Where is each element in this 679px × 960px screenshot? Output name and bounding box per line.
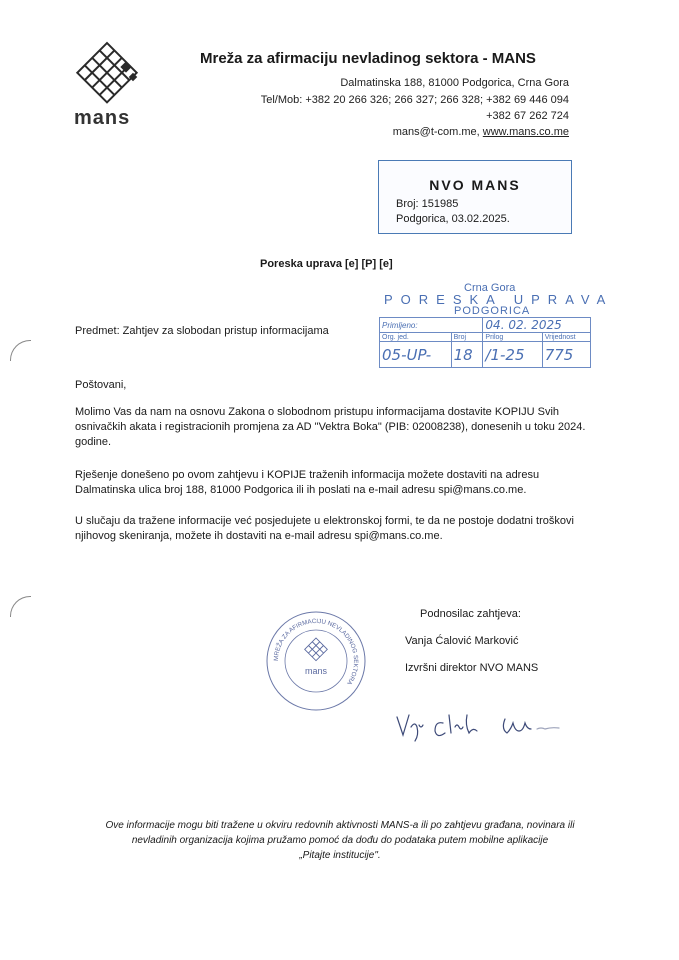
margin-mark bbox=[10, 596, 31, 617]
footer-line-2: nevladinih organizacija kojima pružamo pomoć da dođu do podataka putem mobilne aplikacije bbox=[131, 835, 549, 846]
footer-note bbox=[75, 818, 605, 863]
salutation: Poštovani, bbox=[75, 379, 127, 391]
stamp-col-attachment: Prilog bbox=[483, 333, 542, 342]
signature-label: Podnosilac zahtjeva: bbox=[420, 608, 521, 620]
signature-title: Izvršni direktor NVO MANS bbox=[405, 662, 539, 674]
margin-mark bbox=[10, 340, 31, 361]
stamp-val-org: 05-UP- bbox=[380, 342, 452, 368]
org-website-link[interactable]: www.mans.co.me bbox=[482, 126, 569, 138]
stamp-val-attachment: /1-25 bbox=[483, 342, 542, 368]
org-email[interactable]: mans@t-com.me bbox=[392, 126, 477, 138]
stamp-city: PODGORICA bbox=[454, 305, 531, 317]
registry-number: Broj: 151985 bbox=[396, 198, 459, 210]
logo-text: mans bbox=[74, 107, 131, 129]
org-contact-line bbox=[393, 126, 569, 138]
paragraph-2: Rješenje donešeno po ovom zahtjevu i KOPIJE traženih informacija možete dostaviti na adresu Dalmatinska ulica broj 188, 81000 Podgorica ili ih poslati na e-mail adresu spi@mans.co.me. bbox=[75, 469, 540, 496]
contact-separator: , bbox=[476, 126, 483, 138]
stamp-val-number: 18 bbox=[451, 342, 483, 368]
paragraph-3: U slučaju da tražene informacije već posjedujete u elektronskoj formi, te da ne postoje dodatni troškovi njihovog skeniranja, možete ih dostaviti na e-mail adresu spi@mans.co.me. bbox=[75, 515, 574, 542]
round-seal-icon bbox=[265, 610, 367, 712]
stamp-val-value: 775 bbox=[542, 342, 590, 368]
org-address: Dalmatinska 188, 81000 Podgorica, Crna Gora bbox=[340, 77, 569, 89]
org-phone-mobile: +382 67 262 724 bbox=[486, 110, 569, 122]
stamp-country: Crna Gora bbox=[464, 282, 516, 294]
handwritten-signature-icon bbox=[395, 705, 565, 745]
stamp-col-value: Vrijednost bbox=[542, 333, 590, 342]
org-phones: Tel/Mob: +382 20 266 326; 266 327; 266 328; +382 69 446 094 bbox=[260, 94, 569, 106]
stamp-received-date: 04. 02. 2025 bbox=[483, 318, 591, 333]
recipient: Poreska uprava [e] [P] [e] bbox=[260, 258, 393, 270]
stamp-grid bbox=[379, 317, 591, 368]
registry-title: NVO MANS bbox=[429, 177, 521, 193]
stamp-received-label: Primljeno: bbox=[380, 318, 483, 333]
seal-center-text: mans bbox=[304, 666, 328, 676]
subject-line: Predmet: Zahtjev za slobodan pristup informacijama bbox=[75, 325, 329, 337]
mans-logo-icon bbox=[62, 38, 152, 108]
registry-date: Podgorica, 03.02.2025. bbox=[396, 213, 510, 225]
footer-line-3: „Pitajte institucije". bbox=[299, 850, 381, 861]
stamp-col-org: Org. jed. bbox=[380, 333, 452, 342]
paragraph-1: Molimo Vas da nam na osnovu Zakona o slobodnom pristupu informacijama dostavite KOPIJU Svih osnivačkih akata i registracionih promjena za AD "Vektra Boka" (PIB: 02008238), donesenih u toku 2024. godine. bbox=[75, 406, 586, 448]
stamp-agency: PORESKA UPRAVA bbox=[384, 292, 614, 307]
org-name: Mreža za afirmaciju nevladinog sektora - MANS bbox=[200, 50, 536, 67]
signature-name: Vanja Ćalović Marković bbox=[405, 635, 519, 647]
stamp-col-number: Broj bbox=[451, 333, 483, 342]
registry-box bbox=[378, 160, 572, 234]
seal-ring-text: MREŽA ZA AFIRMACIJU NEVLADINOG SEKTORA bbox=[272, 617, 360, 686]
footer-line-1: Ove informacije mogu biti tražene u okviru redovnih aktivnosti MANS-a ili po zahtjevu građana, novinara ili bbox=[105, 820, 575, 831]
